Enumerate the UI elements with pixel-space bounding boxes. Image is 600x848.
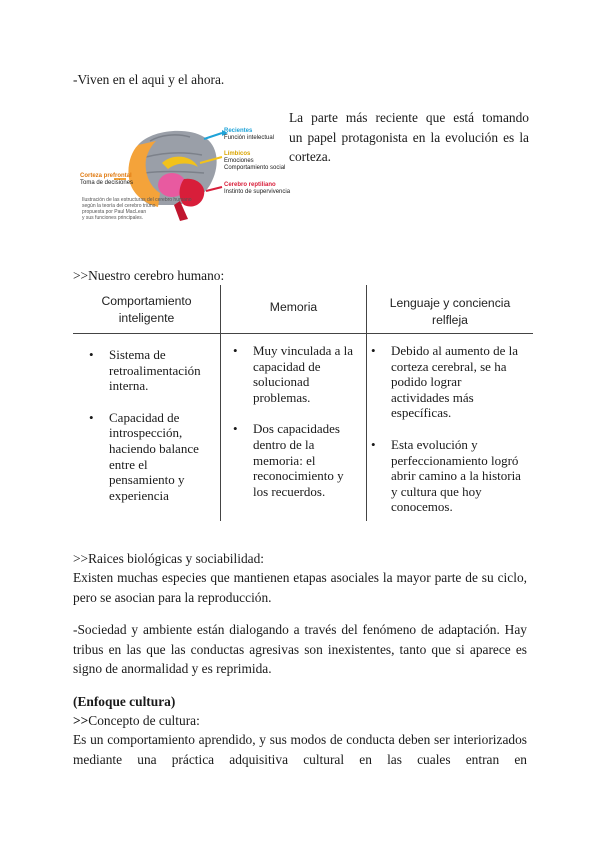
list-item: • Sistema de retroalimentación interna. [89, 347, 215, 394]
column-comportamiento [89, 347, 215, 519]
label-recientes-title: Recientes [224, 128, 253, 134]
label-reptil-sub: Instinto de supervivencia [224, 189, 291, 195]
side-note [289, 108, 529, 167]
society-paragraph: -Sociedad y ambiente están dialogando a través del fenómeno de adaptación. Hay tribus en las que las conductas agresivas son inexistentes, tanto que si aparece es signo de anormalidad y es reprimida. [73, 622, 527, 676]
label-cortex-title: Corteza prefrontal [80, 173, 132, 179]
roots-paragraph: Existen muchas especies que mantienen etapas asociales la mayor parte de su ciclo, pero se asocian para la reproducción. [73, 570, 527, 605]
header-comportamiento [73, 293, 220, 327]
side-note-line-1: La parte más reciente que está tomando [289, 110, 529, 125]
header-memoria-line1: Memoria [269, 300, 318, 314]
list-item: • Esta evolución y perfeccionamiento logró abrir camino a la historia y cultura que hoy conocemos. [371, 437, 523, 515]
caption-line-1: Ilustración de las estructuras del cerebro humano [82, 197, 192, 203]
side-note-line-2: un papel protagonista en la evolución es la [289, 129, 529, 145]
side-note-line-3: corteza. [289, 149, 331, 164]
culture-heading [73, 711, 200, 730]
caption-line-3: propuesta por Paul MacLean [82, 209, 147, 215]
label-reptil-title: Cerebro reptiliano [224, 182, 276, 188]
label-limbicos-sub1: Emociones [224, 158, 254, 164]
header-lenguaje-line1: Lenguaje y conciencia [389, 296, 511, 310]
culture-heading-text: Concepto de cultura: [88, 713, 200, 728]
label-limbicos-title: Límbicos [224, 151, 251, 157]
header-comportamiento-line1: Comportamiento [101, 294, 192, 308]
header-comportamiento-line2: inteligente [118, 311, 175, 325]
column-lenguaje [371, 343, 523, 531]
list-item: • Capacidad de introspección, haciendo balance entre el pensamiento y experiencia [89, 410, 215, 504]
header-lenguaje-line2: relfleja [432, 313, 468, 327]
header-lenguaje [367, 295, 533, 329]
label-cortex-sub: Toma de decisiones [80, 180, 134, 186]
recientes-pointer [204, 133, 222, 139]
culture-heading-marker: >> [73, 713, 89, 728]
caption-line-4: y sus funciones principales. [82, 215, 144, 221]
caption-line-2: según la teoría del cerebro triuno [82, 203, 156, 209]
label-limbicos-sub2: Comportamiento social [224, 165, 286, 171]
reptil-pointer [206, 187, 222, 191]
header-memoria [221, 299, 366, 316]
list-item: • Muy vinculada a la capacidad de solucionad problemas. [233, 343, 358, 405]
roots-heading: >>Raices biológicas y sociabilidad: [73, 551, 264, 566]
label-recientes-sub: Función intelectual [224, 135, 275, 141]
list-item: • Dos capacidades dentro de la memoria: el reconocimiento y los recuerdos. [233, 421, 358, 499]
table-header-rule [73, 333, 533, 334]
intro-line: -Viven en el aqui y el ahora. [73, 72, 225, 87]
culture-title: (Enfoque cultura) [73, 694, 176, 709]
brain-table [73, 285, 533, 525]
list-item: • Debido al aumento de la corteza cerebral, se ha podido lograr actividades más específicas. [371, 343, 523, 421]
column-memoria [233, 343, 358, 515]
brain-section-heading: >>Nuestro cerebro humano: [73, 268, 225, 283]
brain-diagram [80, 123, 290, 233]
table-divider-1 [220, 285, 221, 521]
culture-paragraph: Es un comportamiento aprendido, y sus modos de conducta deben ser interiorizados mediante una práctica adquisitiva cultural en las cuales entran en [73, 732, 527, 767]
